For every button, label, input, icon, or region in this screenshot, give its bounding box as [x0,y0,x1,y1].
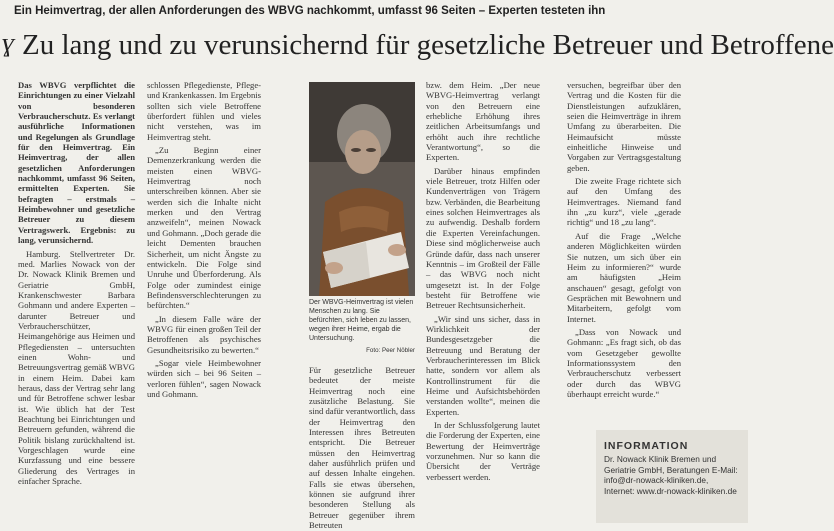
body-paragraph: Auf die Frage „Welche anderen Möglichkeiten würden Sie nutzen, um sich über ein Heim zu informieren?“ wurde am häufigsten „Heim anschauen“ gesagt, gefolgt von Gesprächen mit Bewohnern und Mitarbeitern, gefolgt vom Internet. [567,230,681,324]
body-paragraph: Die zweite Frage richtete sich auf den Umfang des Heimvertrages. Niemand fand ihn „zu kurz“, viele „gerade richtig“ und 18 „zu lang“. [567,176,681,228]
info-text: Dr. Nowack Klinik Bremen und Geriatrie GmbH, Beratungen E-Mail: info@dr-nowack-kliniken.de, Internet: www.dr-nowack-kliniken.de [604,454,738,496]
body-paragraph: „In diesem Falle wäre der WBVG für einen großen Teil der Betroffenen als psychisches Gesundheitsrisiko zu bewerten.“ [147,313,261,355]
headline: Zu lang und zu verunsichernd für gesetzliche Betreuer und Betroffene [22,29,834,61]
body-paragraph: „Dass von Nowack und Gohmann: „Es fragt sich, ob das vom Gesetzgeber gewollte Informationssystem den Verbraucherschutz verbessert oder durch das WBVG überhaupt erreicht wurde.“ [567,326,681,399]
kicker: Ein Heimvertrag, der allen Anforderungen des WBVG nachkommt, umfasst 96 Seiten – Experten testeten ihn [14,5,606,17]
caption-text: Der WBVG-Heimvertrag ist vielen Menschen zu lang. Sie befürchten, sich leben zu lassen, wegen ihrer Heime, ergab die Untersuchung. [309,299,414,342]
body-paragraph: bzw. dem Heim. „Der neue WBVG-Heimvertrag verlangt von den Betreuern eine erhebliche Erhöhung ihres zeitlichen Arbeitsumfangs und erhöht auch ihre rechtliche Verantwortung“, so die Experten. [426,80,540,163]
lead-paragraph: Das WBVG verpflichtet die Einrichtungen zu einer Vielzahl von besonderen Verbraucherschutz. Es verlangt ausführliche Informationen und Regelungen als Grundlage für den Heimvertrag. Ein Heimvertrag, der allen gesetzlichen Anforderungen nachkommt, umfasst 96 Seiten, ermittelten Experten. Sie befragten – erstmals – Heimbewohner und gesetzliche Betreuer zu diesem Vertragswerk. Ergebnis: zu lang, verunsichernd. [18,80,135,246]
body-paragraph: In der Schlussfolgerung lautet die Forderung der Experten, eine Bewertung der Heimverträge vorzunehmen. Nur so kann die Übersicht der Verträge verbessert werden. [426,420,540,482]
column-3 [309,365,415,531]
info-box [596,430,748,523]
body-paragraph: „Zu Beginn einer Demenzerkrankung werden die meisten einen WBVG-Heimvertrag noch unterschreiben können. Aber sie werden sich die Inhalte nicht merken und den Vertrag anzweifeln“, meinen Nowack und Gohmann. „Doch gerade die leicht Dementen brauchen Sicherheit, um nicht Ängste zu entwickeln. Die Folge sind Unruhe und Überforderung. Als Folge oder zumindest einige Befindensverschlechterungen zu befürchten.“ [147,145,261,311]
editor-mark: ɣ [2,28,15,57]
column-1 [18,80,135,520]
body-paragraph: Hamburg. Stellvertreter Dr. med. Marlies Nowack von der Dr. Nowack Klinik Bremen und Geriatrie GmbH, Krankenschwester Barbara Gohmann und andere Experten – darunter Betreuer und Verbraucherschützer, Heimangehörige aus Heimen und Pflegediensten – untersuchten einen Wohn- und Betreuungsvertrag gemäß WBVG in einem Heim. Dabei kam heraus, dass der Vertrag sehr lang und für Betroffene schwer lesbar ist. Wie üblich hat der Test Beachtung bei Einrichtungen und Betreuern gefunden, während die Politik bislang zurückhaltend ist. Vorgeschlagen wurde eine Kurzfassung und eine bessere Gliederung des Vertrages in einfacher Sprache. [18,248,135,487]
photo-illustration [309,82,415,296]
body-paragraph: Darüber hinaus empfinden viele Betreuer, trotz Hilfen oder Kundenverträgen von Trägern bzw. Verbänden, die Bearbeitung eines solchen Heimvertrages als zu aufwendig. Deshalb fordern die Experten Vereinfachungen. Diese sind möglicherweise auch Gründe dafür, dass nach unserer Kenntnis – im Großteil der Fälle – das WBVG noch nicht umgesetzt ist. In der Folge besteht für Betroffene wie Betreuer Rechtsunsicherheit. [426,165,540,311]
photo-credit: Foto: Peer Nöbler [366,347,415,354]
column-4 [426,80,540,520]
body-paragraph: „Sogar viele Heimbewohner würden sich – bei 96 Seiten – verloren fühlen“, sagen Nowack und Gohmann. [147,357,261,399]
body-paragraph: „Wir sind uns sicher, dass in Wirklichkeit der Bundesgesetzgeber die Betreuung und Beratung der Verbraucherinteressen im Blick hatte, sondern vor allem als Kontrollinstrument für die Heime und Aufsichtsbehörden verstanden wollte“, meinen die Experten. [426,313,540,417]
body-paragraph: versuchen, begreifbar über den Vertrag und die Kosten für die Dienstleistungen aufzuklären, seien die Heimverträge in ihrem Umfang zu überarbeiten. Die Heimaufsicht müsste einheitliche Hinweise und Vorgaben zur Vertragsgestaltung geben. [567,80,681,173]
body-paragraph: Für gesetzliche Betreuer bedeutet der meiste Heimvertrag noch eine zusätzliche Belastung. Sie sind dafür verantwortlich, dass der Heimvertrag den Interessen ihres Betreuten entspricht. Die Betreuer müssen den Heimvertrag daher ausführlich prüfen und auf dessen Inhalte eingehen. Falls sie etwas übersehen, können sie aufgrund ihrer besonderen Stellung als Betreuer gegenüber ihrem Betreuten [309,365,415,531]
info-heading: INFORMATION [604,440,689,452]
article-photo [309,82,415,296]
column-2 [147,80,261,520]
photo-caption [309,298,415,355]
body-paragraph: schlossen Pflegedienste, Pflege- und Krankenkassen. Im Ergebnis sollten sich viele Betroffene überfordert fühlen und vieles nicht verstehen, was im Heimvertrag steht. [147,80,261,142]
column-5 [567,80,681,425]
